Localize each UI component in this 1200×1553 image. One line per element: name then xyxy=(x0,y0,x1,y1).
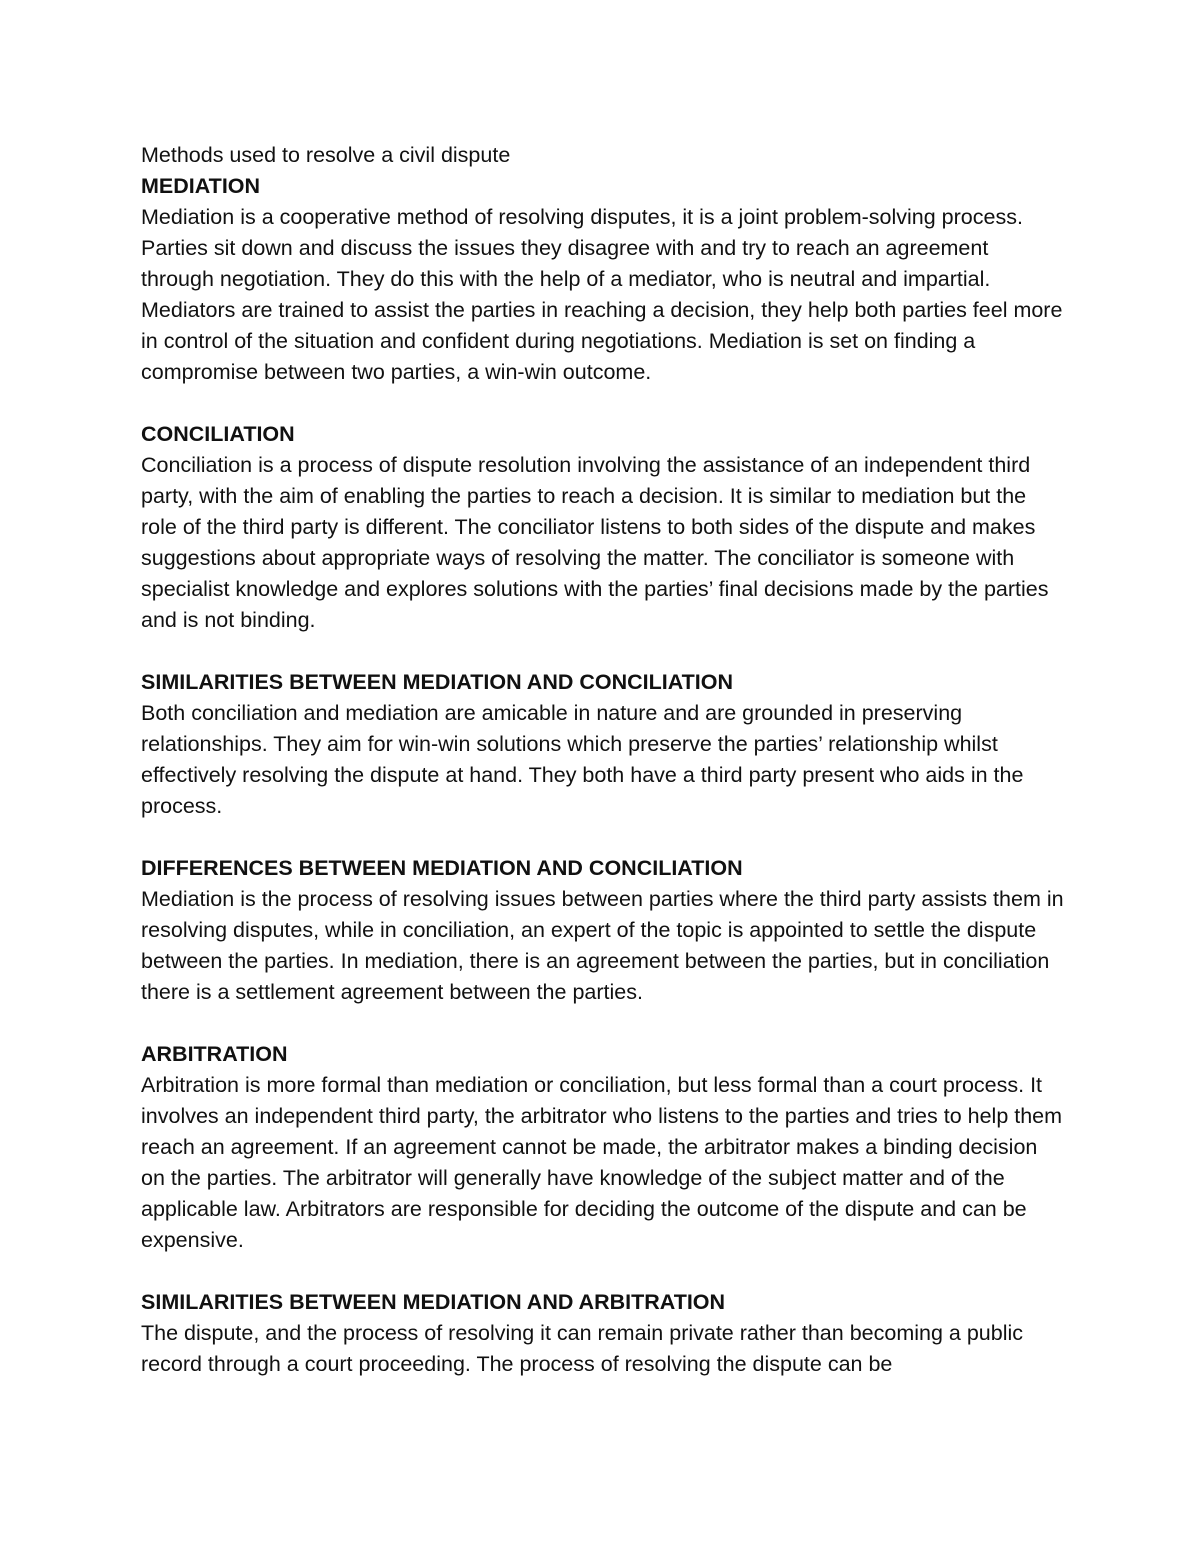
section-arbitration xyxy=(141,1039,1066,1256)
document-title: Methods used to resolve a civil dispute xyxy=(141,143,511,167)
section-heading: SIMILARITIES BETWEEN MEDIATION AND ARBITRATION xyxy=(141,1290,726,1314)
section-similarities-mediation-conciliation xyxy=(141,667,1066,822)
section-heading: ARBITRATION xyxy=(141,1042,288,1066)
section-body: Conciliation is a process of dispute resolution involving the assistance of an independent third party, with the aim of enabling the parties to reach a decision. It is similar to mediation but the role of the third party is different. The conciliator listens to both sides of the dispute and makes suggestions about appropriate ways of resolving the matter. The conciliator is someone with specialist knowledge and explores solutions with the parties’ final decisions made by the parties and is not binding. xyxy=(141,453,1049,632)
section-differences-mediation-conciliation xyxy=(141,853,1066,1008)
section-mediation xyxy=(141,171,1066,388)
section-body: The dispute, and the process of resolving it can remain private rather than becoming a public record through a court proceeding. The process of resolving the dispute can be xyxy=(141,1321,1023,1376)
section-heading: SIMILARITIES BETWEEN MEDIATION AND CONCILIATION xyxy=(141,670,734,694)
section-body: Mediation is the process of resolving issues between parties where the third party assists them in resolving disputes, while in conciliation, an expert of the topic is appointed to settle the dispute between the parties. In mediation, there is an agreement between the parties, but in conciliation there is a settlement agreement between the parties. xyxy=(141,887,1064,1004)
section-body: Mediation is a cooperative method of resolving disputes, it is a joint problem-solving process. Parties sit down and discuss the issues they disagree with and try to reach an agreement through negotiation. They do this with the help of a mediator, who is neutral and impartial. Mediators are trained to assist the parties in reaching a decision, they help both parties feel more in control of the situation and confident during negotiations. Mediation is set on finding a compromise between two parties, a win-win outcome. xyxy=(141,205,1063,384)
section-conciliation xyxy=(141,419,1066,636)
document-page xyxy=(141,140,1066,1380)
section-body: Arbitration is more formal than mediation or conciliation, but less formal than a court process. It involves an independent third party, the arbitrator who listens to the parties and tries to help them reach an agreement. If an agreement cannot be made, the arbitrator makes a binding decision on the parties. The arbitrator will generally have knowledge of the subject matter and of the applicable law. Arbitrators are responsible for deciding the outcome of the dispute and can be expensive. xyxy=(141,1073,1063,1252)
section-heading: MEDIATION xyxy=(141,174,261,198)
section-body: Both conciliation and mediation are amicable in nature and are grounded in preserving relationships. They aim for win-win solutions which preserve the parties’ relationship whilst effectively resolving the dispute at hand. They both have a third party present who aids in the process. xyxy=(141,701,1024,818)
section-heading: CONCILIATION xyxy=(141,422,295,446)
section-similarities-mediation-arbitration xyxy=(141,1287,1066,1380)
section-heading: DIFFERENCES BETWEEN MEDIATION AND CONCILIATION xyxy=(141,856,743,880)
